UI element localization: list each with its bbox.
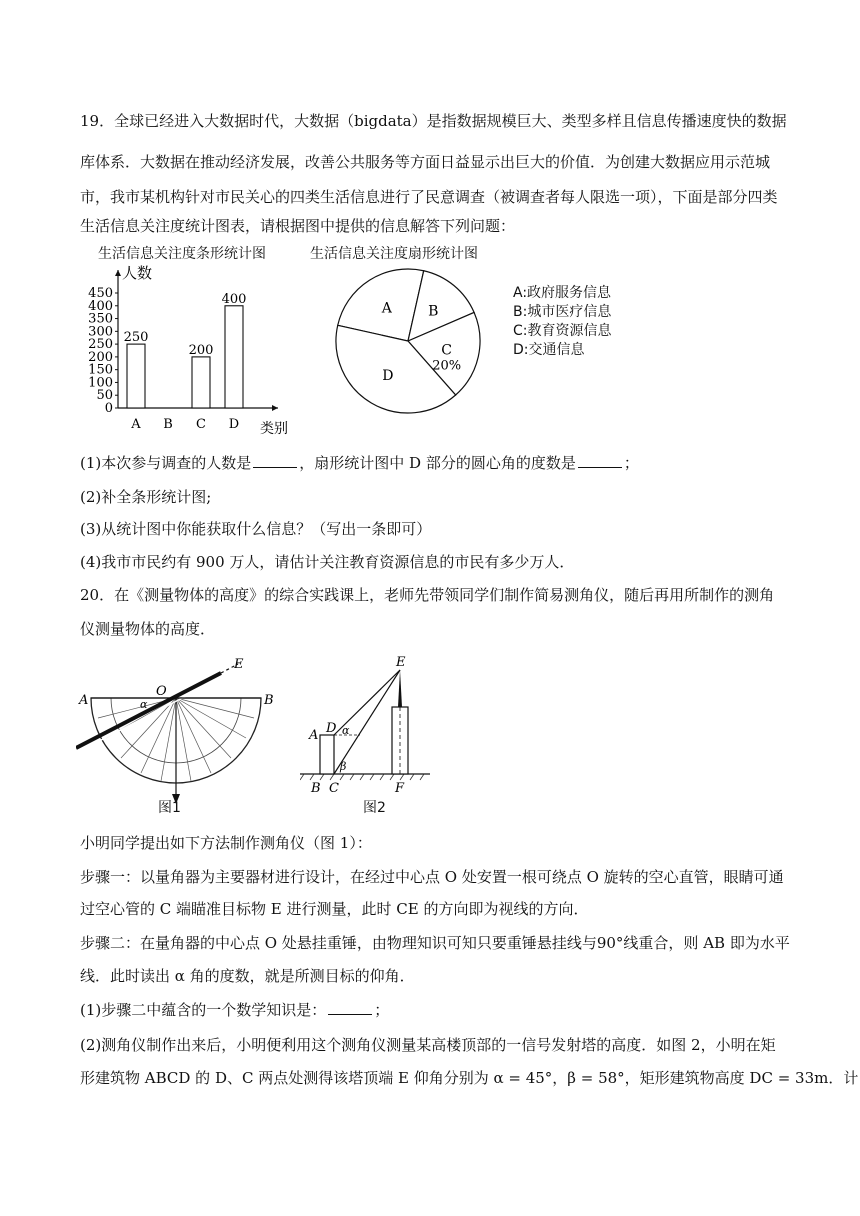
pie-legend xyxy=(513,284,612,360)
y-tick-label: 0 xyxy=(104,401,113,416)
pie-slice-label: B xyxy=(428,303,439,320)
bar-data-label: 200 xyxy=(188,342,214,358)
q20-intro: 小明同学提出如下方法制作测角仪（图 1）： xyxy=(80,834,372,852)
figure-1-protractor xyxy=(76,648,276,818)
x-axis-arrow xyxy=(272,405,278,411)
q20-sub-2-a: (2)测角仪制作出来后，小明便利用这个测角仪测量某高楼顶部的一信号发射塔的高度．如图 2，小明在矩 xyxy=(80,1036,776,1054)
y-axis-arrow xyxy=(115,270,121,276)
legend-item-d: D:交通信息 xyxy=(513,342,585,358)
answer-blank[interactable] xyxy=(328,1002,372,1015)
pie-chart-title: 生活信息关注度扇形统计图 xyxy=(310,246,478,262)
q19-sub-3: (3)从统计图中你能获取什么信息？（写出一条即可） xyxy=(80,520,432,538)
q19-sub-1 xyxy=(80,452,639,473)
q20-line-1: 20．在《测量物体的高度》的综合实践课上，老师先带领同学们制作简易测角仪，随后再用所制作的测角 xyxy=(80,586,775,604)
bar-data-label: 400 xyxy=(221,291,247,307)
q19-line-1: 19．全球已经进入大数据时代，大数据（bigdata）是指数据规模巨大、类型多样且信息传播速度快的数据 xyxy=(80,112,787,130)
pie-slice-label: C xyxy=(441,342,453,359)
fig1-label-o: O xyxy=(156,684,167,699)
y-tick-label: 200 xyxy=(88,349,113,365)
y-tick-label: 300 xyxy=(88,324,113,340)
q20-step1-a: 步骤一：以量角器为主要器材进行设计，在经过中心点 O 处安置一根可绕点 O 旋转的空心直管，眼睛可通 xyxy=(80,868,784,886)
pie-percent-label: 20% xyxy=(432,358,462,374)
fig2-label-a: A xyxy=(309,728,319,743)
y-tick-label: 350 xyxy=(88,311,113,327)
y-tick-label: 50 xyxy=(96,388,113,404)
legend-item-a: A:政府服务信息 xyxy=(513,285,612,301)
fig2-label-c: C xyxy=(329,781,339,796)
fig2-label-f: F xyxy=(395,781,405,796)
q19-sub-1-a: (1)本次参与调查的人数是 xyxy=(80,454,252,472)
y-tick-label: 450 xyxy=(88,286,113,301)
pie-slice-label: A xyxy=(381,300,392,317)
fig1-label-a: A xyxy=(79,693,89,708)
bar xyxy=(192,357,210,408)
q20-sub-2-b: 形建筑物 ABCD 的 D、C 两点处测得该塔顶端 E 仰角分别为 α = 45°，β = 58°，矩形建筑物高度 DC = 33m．计 xyxy=(80,1069,859,1087)
q19-sub-4: (4)我市市民约有 900 万人，请估计关注教育资源信息的市民有多少万人． xyxy=(80,553,575,571)
q19-sub-1-c: ； xyxy=(623,454,639,472)
q20-sub-1-b: ； xyxy=(374,1001,390,1019)
pie-chart xyxy=(333,266,483,416)
fig2-label-alpha: α xyxy=(342,724,350,737)
q19-line-3: 市，我市某机构针对市民关心的四类生活信息进行了民意调查（被调查者每人限选一项），下面是部分四类 xyxy=(80,188,778,206)
q20-sub-1-a: (1)步骤二中蕴含的一个数学知识是： xyxy=(80,1001,327,1019)
pie-slice-label: D xyxy=(382,368,394,385)
figure-1-caption: 图1 xyxy=(158,800,181,816)
bar-chart xyxy=(88,258,298,438)
sight-line-c xyxy=(334,670,400,774)
q19-sub-1-b: ，扇形统计图中 D 部分的圆心角的度数是 xyxy=(299,454,576,472)
q20-step1-b: 过空心管的 C 端瞄准目标物 E 进行测量，此时 CE 的方向即为视线的方向． xyxy=(80,900,589,918)
q19-line-2: 库体系．大数据在推动经济发展，改善公共服务等方面日益显示出巨大的价值．为创建大数据应用示范城 xyxy=(80,153,771,171)
q20-step2-b: 线．此时读出 α 角的度数，就是所测目标的仰角． xyxy=(80,967,415,985)
signal-tower xyxy=(398,670,402,707)
y-tick-label: 100 xyxy=(88,375,113,391)
q20-line-2: 仪测量物体的高度． xyxy=(80,620,216,638)
figure-2-buildings xyxy=(300,652,450,802)
fig2-label-b: B xyxy=(311,781,321,796)
bar xyxy=(127,344,145,408)
q20-step2-a: 步骤二：在量角器的中心点 O 处悬挂重锤，由物理知识可知只要重锤悬挂线与90°线重合，则 AB 即为水平 xyxy=(80,934,790,952)
answer-blank[interactable] xyxy=(578,455,622,468)
building-abcd xyxy=(320,735,334,774)
fig2-label-beta: β xyxy=(340,760,347,773)
x-tick-label: A xyxy=(131,417,141,432)
fig2-label-e: E xyxy=(396,655,406,670)
x-tick-label: C xyxy=(196,417,206,432)
answer-blank[interactable] xyxy=(253,455,297,468)
x-tick-label: D xyxy=(228,417,240,432)
x-axis-label: 类别 xyxy=(260,421,288,437)
q19-line-4: 生活信息关注度统计图表，请根据图中提供的信息解答下列问题： xyxy=(80,217,516,235)
y-axis-label: 人数 xyxy=(122,264,153,282)
fig1-label-e: E xyxy=(234,657,244,672)
ground-hatch xyxy=(300,774,424,780)
y-tick-label: 150 xyxy=(88,362,113,378)
q20-sub-1 xyxy=(80,999,389,1020)
legend-item-b: B:城市医疗信息 xyxy=(513,304,612,320)
legend-item-c: C:教育资源信息 xyxy=(513,323,612,339)
bar xyxy=(225,306,243,408)
y-tick-label: 400 xyxy=(88,298,113,314)
fig1-label-alpha: α xyxy=(140,698,148,711)
fig1-label-b: B xyxy=(264,693,274,708)
q19-sub-2: (2)补全条形统计图; xyxy=(80,488,212,506)
figure-2-caption: 图2 xyxy=(363,800,386,816)
bar-data-label: 250 xyxy=(123,330,149,346)
fig2-label-d: D xyxy=(326,721,337,736)
y-tick-label: 250 xyxy=(88,337,113,353)
bar-chart-title: 生活信息关注度条形统计图 xyxy=(98,246,266,262)
x-tick-label: B xyxy=(163,417,173,432)
